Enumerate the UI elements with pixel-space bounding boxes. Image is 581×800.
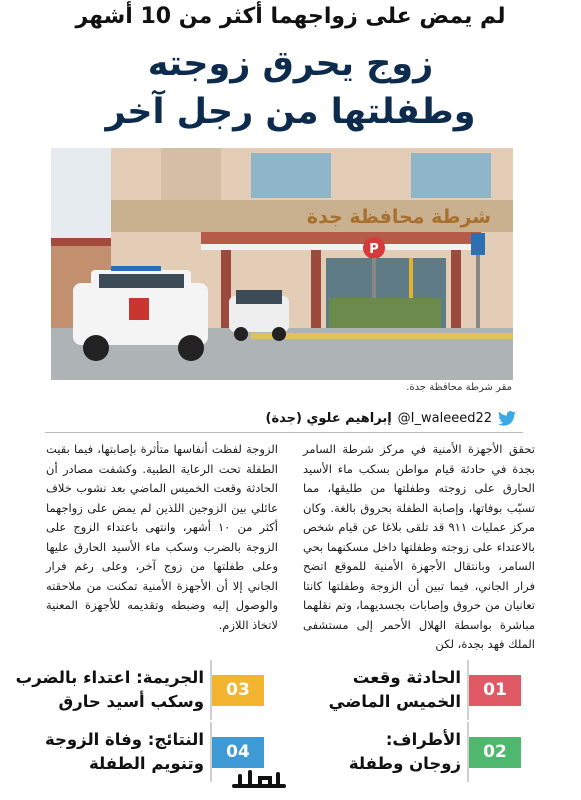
fact-box-03 xyxy=(6,660,264,720)
kicker-headline: لم يمض على زواجهما أكثر من 10 أشهر xyxy=(75,4,506,29)
fact-text xyxy=(349,728,461,776)
fact-line: النتائج: وفاة الزوجة xyxy=(45,730,204,749)
fact-line: زوجان وطفلة xyxy=(348,754,461,773)
svg-text:P: P xyxy=(369,242,379,257)
fact-line: وسكب أسيد حارق xyxy=(58,692,204,711)
fact-number: 02 xyxy=(469,737,521,768)
main-headline xyxy=(20,40,561,136)
news-photo xyxy=(51,148,513,380)
fact-text xyxy=(16,666,204,714)
byline-divider xyxy=(45,432,523,433)
headline-line-1: زوج يحرق زوجته xyxy=(147,44,434,84)
fact-line: الخميس الماضي xyxy=(328,692,461,711)
fact-line: وتنويم الطفلة xyxy=(89,754,204,773)
fact-divider xyxy=(210,660,212,720)
article-column-right: تحقق الأجهزة الأمنية في مركز شرطة السامر بجدة في حادثة قيام مواطن بسكب ماء الأسيد الحارق على زوجته وطفلتها من طليقها، مما تسبّب بوفاتها، وإصابة الطفلة بحروق بالغة. وكان مركز عمليات ٩١١ قد تلقى بلاغا عن قيام شخص بالاعتداء على زوجته وطفلتها داخل مسكنهما بحي السامر، وبانتقال الأجهزة الأمنية للموقع اتضح فرار الجاني، فيما تبين أن الزوجة وطفلتها كانتا تعانيان من حروق وإصابات بجسديهما، وتم نقلهما مباشرة بواسطة الهلال الأحمر إلى مستشفى الملك فهد بجدة، لكن xyxy=(303,442,535,651)
fact-line: الحادثة وقعت xyxy=(352,668,461,687)
fact-number: 04 xyxy=(212,737,264,768)
fact-number: 03 xyxy=(212,675,264,706)
fact-divider xyxy=(467,660,469,720)
fact-number: 01 xyxy=(469,675,521,706)
fact-text xyxy=(329,666,461,714)
article-column-left: الزوجة لفظت أنفاسها متأثرة بإصابتها، فيما بقيت الطفلة تحت الرعاية الطبية. وكشفت مصادر أن الحادثة وقعت الخميس الماضي بعد نشوب خلاف عائلي بين الزوجين اللذين لم يمض على زواجهما أكثر من ١٠ أشهر، وانتهى باعتداء الزوج على الزوجة بالضرب وسكب ماء الأسيد الحارق عليها وعلى طفلتها من زوج آخر، وعلى رغم فرار الجاني إلا أن الأجهزة الأمنية تمكنت من ملاحقته والوصول إليه وضبطه وتقديمه للأجهزة المعنية لاتخاذ اللازم. xyxy=(46,442,278,632)
building-sign-text: شرطة محافظة جدة xyxy=(306,206,491,228)
fact-text xyxy=(45,728,204,776)
headline-line-2: وطفلتها من رجل آخر xyxy=(105,92,476,132)
fact-box-02 xyxy=(339,722,521,782)
fact-line: الجريمة: اعتداء بالضرب xyxy=(15,668,204,687)
photo-caption: مقر شرطة محافظة جدة. xyxy=(406,382,512,393)
fact-divider xyxy=(210,722,212,782)
fact-line: الأطراف: xyxy=(385,730,461,749)
byline-handle: @I_waleeed22 xyxy=(397,411,492,426)
byline xyxy=(266,411,516,426)
twitter-bird-icon xyxy=(498,411,516,426)
fact-box-01 xyxy=(319,660,521,720)
byline-author: إبراهيم علوي (جدة) xyxy=(265,411,392,426)
okaz-logo xyxy=(230,766,288,794)
fact-divider xyxy=(467,722,469,782)
